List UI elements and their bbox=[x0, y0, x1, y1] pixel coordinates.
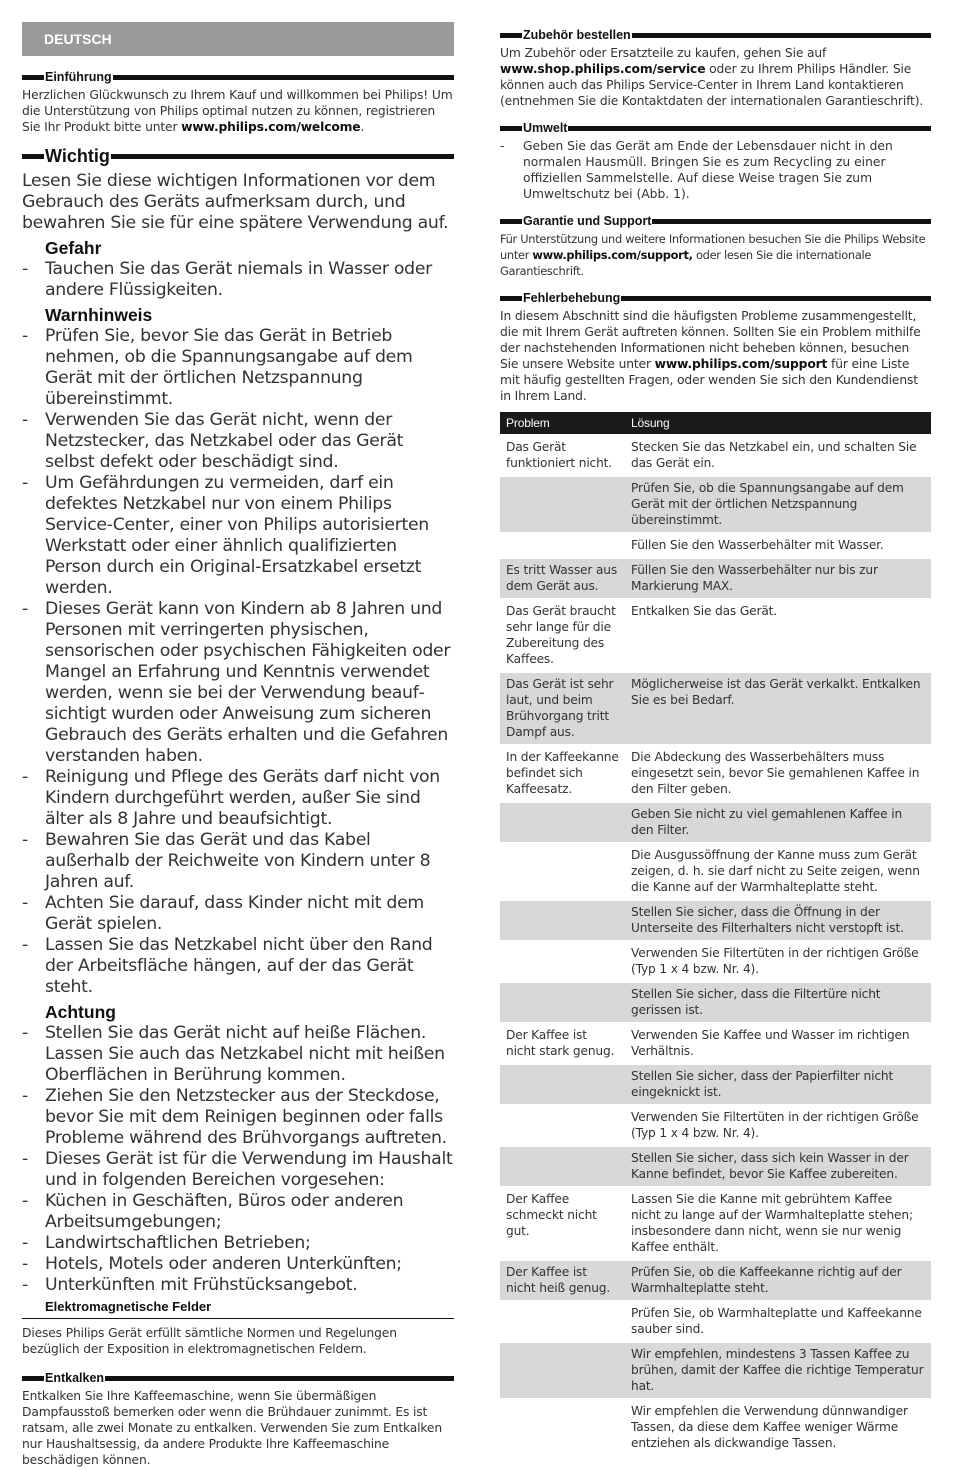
table-row bbox=[500, 746, 931, 801]
warning-item: - Dieses Gerät kann von Kindern ab 8 Jahren und Personen mit verringerten physischen, sensorischen oder psychischen Fähigkeiten oder Mangel an Erfahrung und Kenntnis verwendet werden, wenn sie bei der Verwendung beaufsichtigt wurden oder Anweisung zum sicheren Gebrauch des Geräts erhalten und die Gefahren verstanden haben. bbox=[22, 599, 451, 766]
table-row bbox=[500, 1400, 931, 1455]
troubleshooting-text: In diesem Abschnitt sind die häufigsten Probleme zusammengestellt, die mit Ihrem Gerät auftreten können. Sollten Sie ein Problem mithilfe der nachstehenden Informationen nicht beheben können, besuchen Sie unsere Website unter www.philips.com/support für eine Liste mit häufig gestellten Fragen, oder wenden Sie sich den Kundendienst in Ihrem Land. bbox=[500, 309, 921, 403]
solution-cell: Prüfen Sie, ob Warmhalteplatte und Kaffeekanne sauber sind. bbox=[631, 1306, 922, 1336]
intro-heading: Einführung bbox=[22, 70, 454, 84]
solution-cell: Füllen Sie den Wasserbehälter mit Wasser. bbox=[631, 538, 884, 552]
caution-title: Achtung bbox=[45, 1002, 116, 1022]
left-column bbox=[22, 22, 454, 1470]
table-row bbox=[500, 534, 931, 557]
problem-cell: Es tritt Wasser aus dem Gerät aus. bbox=[500, 559, 625, 598]
caution-item: - Unterkünften mit Frühstücksangebot. bbox=[22, 1275, 358, 1295]
important-lead: Lesen Sie diese wichtigen Informationen vor dem Gebrauch des Geräts aufmerksam durch, und bewahren Sie sie für eine spätere Verwendung auf. bbox=[22, 171, 449, 233]
danger-list bbox=[22, 259, 454, 301]
problem-cell bbox=[500, 1147, 625, 1186]
problem-cell: Der Kaffee ist nicht heiß genug. bbox=[500, 1261, 625, 1300]
descaling-text: Entkalken Sie Ihre Kaffeemaschine, wenn Sie übermäßigen Dampfausstoß bemerken oder wenn die Brühdauer zunimmt. Es ist ratsam, alle zwei Monate zu entkalken. Verwenden Sie zum Entkalken nur Haushaltsessig, da andere Produkte Ihre Kaffeemaschine beschädigen können. bbox=[22, 1389, 442, 1467]
solution-cell: Lassen Sie die Kanne mit gebrühtem Kaffee nicht zu lange auf der Warmhalteplatte stehen; insbesondere dann nicht, wenn sie nur wenig Kaffee enthält. bbox=[631, 1192, 913, 1254]
solution-cell: Stellen Sie sicher, dass die Filtertüre nicht gerissen ist. bbox=[625, 983, 931, 1022]
table-row bbox=[500, 901, 931, 940]
warning-item: - Um Gefährdungen zu vermeiden, darf ein defektes Netzkabel nur von einem Philips Service-Center, einer von Philips autorisierten Werkstatt oder einer ähnlich qualifizierten Person durch ein Original-Ersatzkabel ersetzt werden. bbox=[22, 473, 429, 598]
table-row bbox=[500, 477, 931, 532]
table-row bbox=[500, 1188, 931, 1259]
problem-cell bbox=[500, 1343, 625, 1398]
problem-cell: Das Gerät ist sehr laut, und beim Brühvorgang tritt Dampf aus. bbox=[500, 673, 625, 744]
table-row bbox=[500, 436, 931, 475]
support-heading: Garantie und Support bbox=[500, 214, 931, 228]
table-row bbox=[500, 942, 931, 981]
solution-cell: Entkalken Sie das Gerät. bbox=[631, 604, 778, 618]
table-row bbox=[500, 1302, 931, 1341]
table-row bbox=[500, 1343, 931, 1398]
solution-cell: Die Ausgussöffnung der Kanne muss zum Gerät zeigen, d. h. sie darf nicht zu Seite zeigen, wenn die Kanne auf der Warmhalteplatte steht. bbox=[631, 848, 920, 894]
table-row bbox=[500, 1065, 931, 1104]
caution-item: - Stellen Sie das Gerät nicht auf heiße Flächen. Lassen Sie auch das Netzkabel nicht mit heißen Oberflächen in Berührung kommen. bbox=[22, 1023, 445, 1085]
solution-cell: Stellen Sie sicher, dass die Öffnung in der Unterseite des Filterhalters nicht verstopft ist. bbox=[625, 901, 931, 940]
problem-cell bbox=[500, 1106, 625, 1145]
problem-cell bbox=[500, 942, 625, 981]
warning-item: - Reinigung und Pflege des Geräts darf nicht von Kindern durchgeführt werden, außer Sie sind älter als 8 Jahre und beaufsichtigt. bbox=[22, 767, 440, 829]
problem-cell bbox=[500, 1065, 625, 1104]
table-header-row bbox=[500, 412, 931, 434]
caution-item: - Küchen in Geschäften, Büros oder anderen Arbeitsumgebungen; bbox=[22, 1191, 404, 1232]
troubleshooting-table bbox=[500, 410, 931, 1457]
environment-item: - Geben Sie das Gerät am Ende der Lebensdauer nicht in den normalen Hausmüll. Bringen Sie es zum Recycling zu einer offiziellen Sammelstelle. Auf diese Weise tragen Sie zum Umweltschutz bei (Abb. 1). bbox=[500, 139, 893, 201]
warning-item: - Verwenden Sie das Gerät nicht, wenn der Netzstecker, das Netzkabel oder das Gerät selbst defekt oder beschädigt sind. bbox=[22, 410, 404, 472]
problem-cell bbox=[500, 534, 625, 557]
warning-item: - Achten Sie darauf, dass Kinder nicht mit dem Gerät spielen. bbox=[22, 893, 424, 934]
solution-cell: Verwenden Sie Kaffee und Wasser im richtigen Verhältnis. bbox=[631, 1028, 910, 1058]
support-text: Für Unterstützung und weitere Informationen besuchen Sie die Philips Website unter www.philips.com/support, oder lesen Sie die internationale Garantieschrift. bbox=[500, 232, 926, 278]
warning-title: Warnhinweis bbox=[45, 305, 153, 325]
language-header: DEUTSCH bbox=[22, 22, 454, 56]
problem-cell bbox=[500, 983, 625, 1022]
problem-cell: Das Gerät funktioniert nicht. bbox=[506, 440, 613, 470]
problem-cell bbox=[500, 844, 625, 899]
problem-cell bbox=[500, 1400, 625, 1455]
table-row bbox=[500, 1147, 931, 1186]
environment-heading: Umwelt bbox=[500, 121, 931, 135]
table-body bbox=[500, 436, 931, 1455]
emf-heading: Elektromagnetische Felder bbox=[22, 1299, 454, 1319]
problem-cell: Der Kaffee schmeckt nicht gut. bbox=[506, 1192, 597, 1238]
warning-item: - Lassen Sie das Netzkabel nicht über den Rand der Arbeitsfläche hängen, auf der das Gerät steht. bbox=[22, 935, 433, 997]
caution-item: - Ziehen Sie den Netzstecker aus der Steckdose, bevor Sie mit dem Reinigen beginnen oder falls Probleme während des Brühvorgangs auftreten. bbox=[22, 1086, 447, 1148]
solution-cell: Geben Sie nicht zu viel gemahlenen Kaffee in den Filter. bbox=[625, 803, 931, 842]
solution-cell: Möglicherweise ist das Gerät verkalkt. Entkalken Sie es bei Bedarf. bbox=[625, 673, 931, 744]
welcome-link[interactable]: www.philips.com/welcome bbox=[181, 120, 361, 134]
problem-cell bbox=[500, 477, 625, 532]
table-row bbox=[500, 559, 931, 598]
intro-text: Herzlichen Glückwunsch zu Ihrem Kauf und willkommen bei Philips! Um die Unterstützung von Philips optimal nutzen zu können, registrieren Sie Ihr Produkt bitte unter www.philips.com/welcome. bbox=[22, 88, 453, 134]
danger-item: - Tauchen Sie das Gerät niemals in Wasser oder andere Flüssigkeiten. bbox=[22, 259, 432, 300]
emf-text: Dieses Philips Gerät erfüllt sämtliche Normen und Regelungen bezüglich der Exposition in elektromagnetischen Feldern. bbox=[22, 1326, 397, 1356]
accessories-heading: Zubehör bestellen bbox=[500, 28, 931, 42]
solution-cell: Prüfen Sie, ob die Spannungsangabe auf dem Gerät mit der örtlichen Netzspannung übereinstimmt. bbox=[625, 477, 931, 532]
warning-list bbox=[22, 326, 454, 998]
solution-cell: Verwenden Sie Filtertüten in der richtigen Größe (Typ 1 x 4 bzw. Nr. 4). bbox=[631, 1110, 919, 1140]
warning-item: - Bewahren Sie das Gerät und das Kabel außerhalb der Reichweite von Kindern unter 8 Jahren auf. bbox=[22, 830, 431, 892]
solution-cell: Stellen Sie sicher, dass sich kein Wasser in der Kanne befindet, bevor Sie Kaffee zubereiten. bbox=[625, 1147, 931, 1186]
problem-cell bbox=[500, 901, 625, 940]
descaling-heading: Entkalken bbox=[22, 1371, 454, 1385]
caution-item: - Landwirtschaftlichen Betrieben; bbox=[22, 1233, 311, 1253]
problem-cell: Das Gerät braucht sehr lange für die Zubereitung des Kaffees. bbox=[506, 604, 616, 666]
table-row bbox=[500, 673, 931, 744]
caution-item: - Hotels, Motels oder anderen Unterkünften; bbox=[22, 1254, 402, 1274]
warning-item: - Prüfen Sie, bevor Sie das Gerät in Betrieb nehmen, ob die Spannungsangabe auf dem Gerät mit der örtlichen Netzspannung übereinstimmt. bbox=[22, 326, 413, 409]
solution-cell: Wir empfehlen die Verwendung dünnwandiger Tassen, da diese dem Kaffee weniger Wärme entziehen als dickwandige Tassen. bbox=[631, 1404, 908, 1450]
right-column bbox=[500, 28, 931, 1457]
shop-link[interactable]: www.shop.philips.com/service bbox=[500, 62, 706, 76]
troubleshooting-heading: Fehlerbehebung bbox=[500, 291, 931, 305]
table-row bbox=[500, 1024, 931, 1063]
table-row bbox=[500, 1106, 931, 1145]
col-solution-header: Lösung bbox=[625, 412, 931, 434]
solution-cell: Stellen Sie sicher, dass der Papierfilter nicht eingeknickt ist. bbox=[625, 1065, 931, 1104]
caution-item: - Dieses Gerät ist für die Verwendung im Haushalt und in folgenden Bereichen vorgesehen: bbox=[22, 1149, 453, 1190]
solution-cell: Prüfen Sie, ob die Kaffeekanne richtig auf der Warmhalteplatte steht. bbox=[625, 1261, 931, 1300]
table-row bbox=[500, 803, 931, 842]
col-problem-header: Problem bbox=[500, 412, 625, 434]
solution-cell: Verwenden Sie Filtertüten in der richtigen Größe (Typ 1 x 4 bzw. Nr. 4). bbox=[631, 946, 919, 976]
accessories-text: Um Zubehör oder Ersatzteile zu kaufen, gehen Sie auf www.shop.philips.com/service oder zu Ihrem Philips Händler. Sie können auch das Philips Service-Center in Ihrem Land kontaktieren (entnehmen Sie die Kontaktdaten der internationalen Garantieschrift). bbox=[500, 46, 924, 108]
solution-cell: Die Abdeckung des Wasserbehälters muss eingesetzt sein, bevor Sie gemahlenen Kaffee in den Filter geben. bbox=[631, 750, 920, 796]
table-row bbox=[500, 983, 931, 1022]
danger-title: Gefahr bbox=[45, 238, 102, 258]
solution-cell: Stecken Sie das Netzkabel ein, und schalten Sie das Gerät ein. bbox=[631, 440, 917, 470]
solution-cell: Wir empfehlen, mindestens 3 Tassen Kaffee zu brühen, damit der Kaffee die richtige Temperatur hat. bbox=[625, 1343, 931, 1398]
problem-cell: In der Kaffeekanne befindet sich Kaffeesatz. bbox=[506, 750, 619, 796]
table-row bbox=[500, 1261, 931, 1300]
problem-cell bbox=[500, 803, 625, 842]
support-link[interactable]: www.philips.com/support, bbox=[532, 248, 693, 262]
table-row bbox=[500, 844, 931, 899]
problem-cell bbox=[500, 1302, 625, 1341]
table-row bbox=[500, 600, 931, 671]
solution-cell: Füllen Sie den Wasserbehälter nur bis zur Markierung MAX. bbox=[625, 559, 931, 598]
caution-list bbox=[22, 1023, 454, 1296]
troubleshooting-link[interactable]: www.philips.com/support bbox=[654, 357, 828, 371]
problem-cell: Der Kaffee ist nicht stark genug. bbox=[506, 1028, 615, 1058]
important-heading: Wichtig bbox=[22, 145, 454, 167]
